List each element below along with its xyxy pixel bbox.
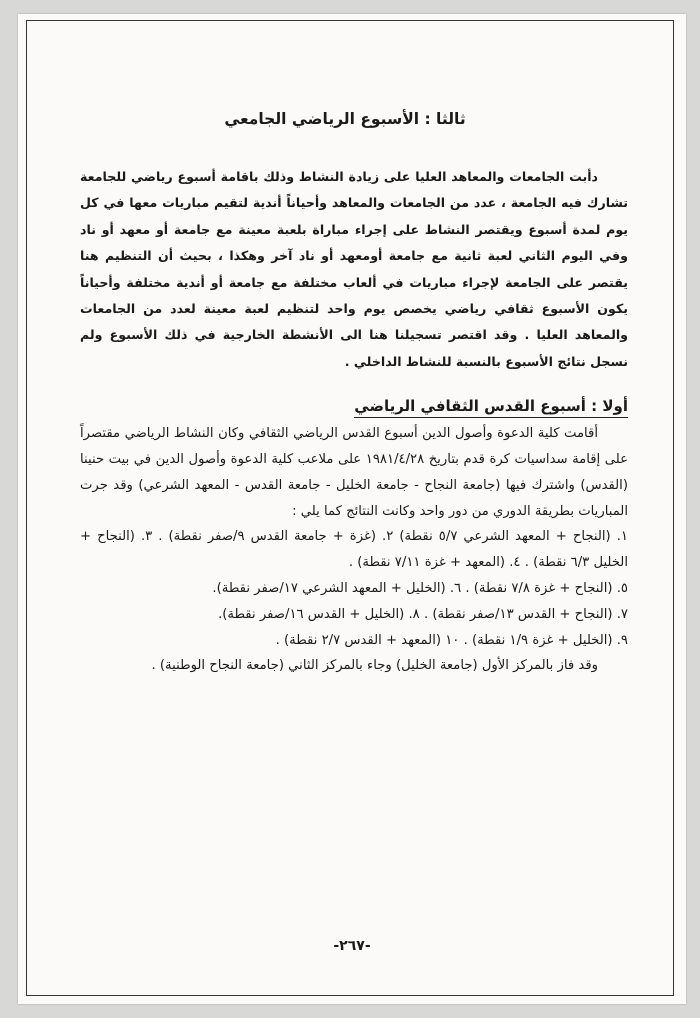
results-line: ٩. (الخليل + غزة ١/٩ نقطة) . ١٠ (المعهد + القدس ٢/٧ نقطة) . xyxy=(275,632,628,648)
results-line: ٧. (النجاح + القدس ١٣/صفر نقطة) . ٨. (الخليل + القدس ١٦/صفر نقطة). xyxy=(218,606,628,622)
subsection-title-text: أولا : أسبوع القدس الثقافي الرياضي xyxy=(354,397,628,418)
closing-paragraph: وقد فاز بالمركز الأول (جامعة الخليل) وجاء بالمركز الثاني (جامعة النجاح الوطنية) . xyxy=(151,658,598,674)
section-title: ثالثا : الأسبوع الرياضي الجامعي xyxy=(224,110,466,128)
scanned-page xyxy=(18,14,686,1004)
subsection-paragraph: أقامت كلية الدعوة وأصول الدين أسبوع القدس الرياضي الثقافي وكان النشاط الرياضي مقتصراً على إقامة سداسيات كرة قدم بتاريخ ١٩٨١/٤/٢٨ على ملاعب كلية الدعوة وأصول الدين في بيت حنينا (القدس) واشترك فيها (جامعة النجاح - جامعة الخليل - جامعة القدس - المعهد الشرعي) وقد جرت المباريات بطريقة الدوري من دور واحد وكانت النتائج كما يلي : xyxy=(80,426,628,519)
page-content xyxy=(80,110,628,679)
results-line: ١. (النجاح + المعهد الشرعي ٥/٧ نقطة) ٢. (غزة + جامعة القدس ٩/صفر نقطة) . ٣. (النجاح + الخليل ٦/٣ نقطة) . ٤. (المعهد + غزة ٧/١١ نقطة) . xyxy=(80,529,628,571)
subsection-title xyxy=(80,397,628,415)
page-number: -٢٦٧- xyxy=(333,938,371,954)
results-line: ٥. (النجاح + غزة ٧/٨ نقطة) . ٦. (الخليل + المعهد الشرعي ١٧/صفر نقطة). xyxy=(212,581,628,597)
intro-paragraph: دأبت الجامعات والمعاهد العليا على زيادة النشاط وذلك باقامة أسبوع رياضي للجامعة تشارك فيه الجامعة ، عدد من الجامعات والمعاهد وأحياناً أندية لتقيم مباريات معها في كل يوم لمدة أسبوع ويقتصر النشاط على إجراء مباراة بلعبة معينة مع جامعة أو معهد أو ناد وفي اليوم الثاني لعبة ثانية مع جامعة أومعهد أو ناد آخر وهكذا ، بحيث أن التنظيم هنا يقتصر على الجامعة لإجراء مباريات في ألعاب مختلفة مع جامعة أو أندية مختلفة وأحياناً يكون الأسبوع ثقافي رياضي يخصص يوم واحد لتنظيم لعبة معينة لعدد من الجامعات والمعاهد العليا . وقد اقتصر تسجيلنا هنا الى الأنشطة الخارجية في ذلك الأسبوع ولم نسجل نتائج الأسبوع بالنسبة للنشاط الداخلي . xyxy=(80,169,628,369)
results-list xyxy=(80,524,628,653)
